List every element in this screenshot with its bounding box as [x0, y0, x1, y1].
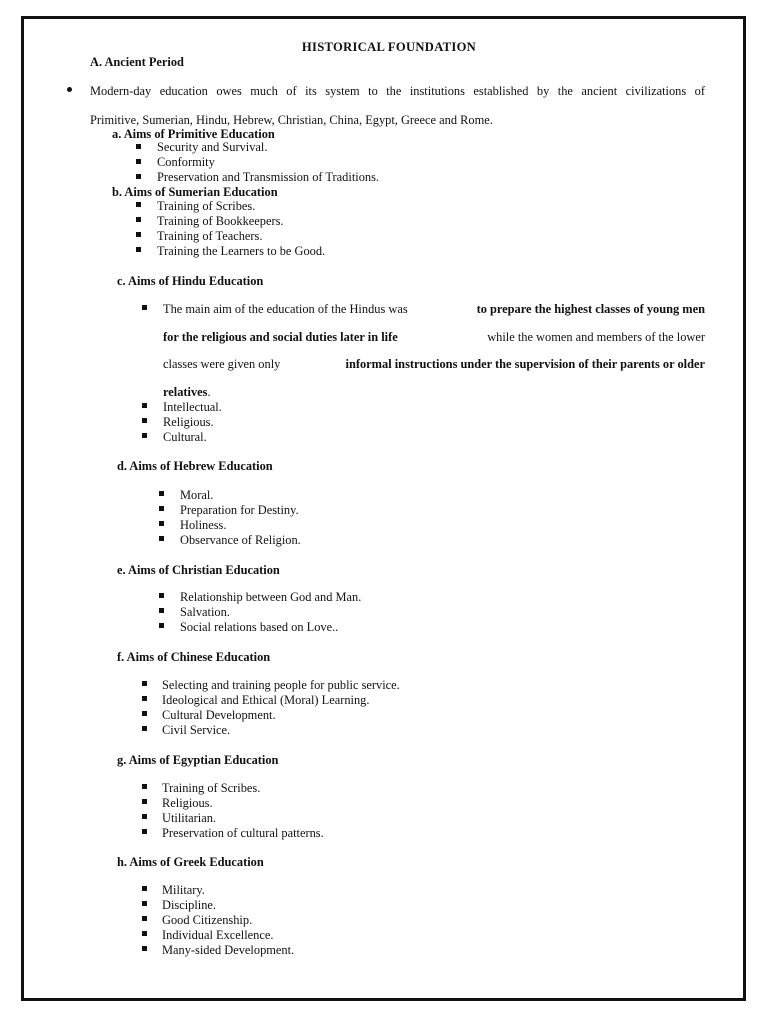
square-bullet: [136, 247, 141, 252]
square-bullet: [142, 418, 147, 423]
square-bullet: [142, 696, 147, 701]
hindu-paragraph-line-4: [163, 386, 211, 398]
hindu-text: while the women and members of the lower: [487, 330, 705, 344]
hindu-emphasis: to prepare the highest classes of young men: [476, 302, 705, 316]
hindu-paragraph-line-1: [163, 303, 705, 315]
square-bullet: [159, 506, 164, 511]
square-bullet: [159, 608, 164, 613]
hindu-emphasis: relatives: [163, 385, 208, 399]
list-item: Religious.: [163, 415, 214, 429]
period-heading: A. Ancient Period: [90, 55, 184, 69]
hindu-paragraph-line-2: [163, 331, 705, 343]
list-item: Conformity: [157, 155, 215, 169]
square-bullet: [136, 174, 141, 179]
list-item: Preparation for Destiny.: [180, 503, 299, 517]
section-heading-hindu: c. Aims of Hindu Education: [117, 274, 264, 288]
list-item: Training of Scribes.: [157, 199, 256, 213]
square-bullet: [142, 784, 147, 789]
list-item: Military.: [162, 883, 205, 897]
list-item: Religious.: [162, 796, 213, 810]
page-border: [21, 16, 746, 1001]
list-item: Training of Teachers.: [157, 229, 263, 243]
list-item: Cultural.: [163, 430, 207, 444]
square-bullet: [142, 916, 147, 921]
square-bullet: [136, 159, 141, 164]
square-bullet: [136, 202, 141, 207]
list-item: Relationship between God and Man.: [180, 590, 362, 604]
square-bullet: [142, 305, 147, 310]
square-bullet: [142, 931, 147, 936]
list-item: Moral.: [180, 488, 214, 502]
intro-line-2: Primitive, Sumerian, Hindu, Hebrew, Christian, China, Egypt, Greece and Rome.: [90, 113, 493, 127]
square-bullet: [142, 829, 147, 834]
list-item: Many-sided Development.: [162, 943, 295, 957]
square-bullet: [142, 711, 147, 716]
section-heading-greek: h. Aims of Greek Education: [117, 855, 264, 869]
section-heading-sumerian: b. Aims of Sumerian Education: [112, 185, 278, 199]
list-item: Selecting and training people for public service.: [162, 678, 400, 692]
section-heading-primitive: a. Aims of Primitive Education: [112, 127, 275, 141]
bullet-dot: [67, 87, 72, 92]
document-title: HISTORICAL FOUNDATION: [301, 40, 477, 54]
square-bullet: [142, 886, 147, 891]
square-bullet: [142, 799, 147, 804]
square-bullet: [142, 901, 147, 906]
square-bullet: [159, 623, 164, 628]
section-heading-christian: e. Aims of Christian Education: [117, 563, 280, 577]
section-heading-egyptian: g. Aims of Egyptian Education: [117, 753, 279, 767]
square-bullet: [136, 232, 141, 237]
list-item: Observance of Religion.: [180, 533, 301, 547]
list-item: Security and Survival.: [157, 140, 268, 154]
hindu-emphasis: informal instructions under the supervision of their parents or older: [345, 357, 705, 371]
square-bullet: [159, 536, 164, 541]
list-item: Discipline.: [162, 898, 217, 912]
square-bullet: [142, 403, 147, 408]
list-item: Holiness.: [180, 518, 227, 532]
section-heading-hebrew: d. Aims of Hebrew Education: [117, 459, 273, 473]
list-item: Individual Excellence.: [162, 928, 274, 942]
square-bullet: [142, 726, 147, 731]
list-item: Intellectual.: [163, 400, 222, 414]
square-bullet: [142, 681, 147, 686]
list-item: Training of Scribes.: [162, 781, 261, 795]
list-item: Ideological and Ethical (Moral) Learning.: [162, 693, 370, 707]
hindu-text: .: [207, 385, 211, 399]
square-bullet: [159, 593, 164, 598]
hindu-text: classes were given only: [163, 357, 281, 371]
square-bullet: [142, 946, 147, 951]
hindu-text: The main aim of the education of the Hindus was: [163, 302, 408, 316]
list-item: Training the Learners to be Good.: [157, 244, 326, 258]
section-heading-chinese: f. Aims of Chinese Education: [117, 650, 271, 664]
list-item: Utilitarian.: [162, 811, 217, 825]
square-bullet: [159, 491, 164, 496]
intro-line-1: Modern-day education owes much of its system to the institutions established by the ancient civilizations of: [90, 84, 705, 98]
list-item: Salvation.: [180, 605, 230, 619]
list-item: Good Citizenship.: [162, 913, 253, 927]
square-bullet: [142, 433, 147, 438]
square-bullet: [142, 814, 147, 819]
list-item: Preservation and Transmission of Traditions.: [157, 170, 380, 184]
list-item: Civil Service.: [162, 723, 231, 737]
list-item: Social relations based on Love..: [180, 620, 339, 634]
square-bullet: [159, 521, 164, 526]
hindu-emphasis: for the religious and social duties later in life: [163, 330, 398, 344]
square-bullet: [136, 144, 141, 149]
list-item: Training of Bookkeepers.: [157, 214, 284, 228]
list-item: Cultural Development.: [162, 708, 276, 722]
square-bullet: [136, 217, 141, 222]
hindu-paragraph-line-3: [163, 358, 705, 370]
list-item: Preservation of cultural patterns.: [162, 826, 324, 840]
